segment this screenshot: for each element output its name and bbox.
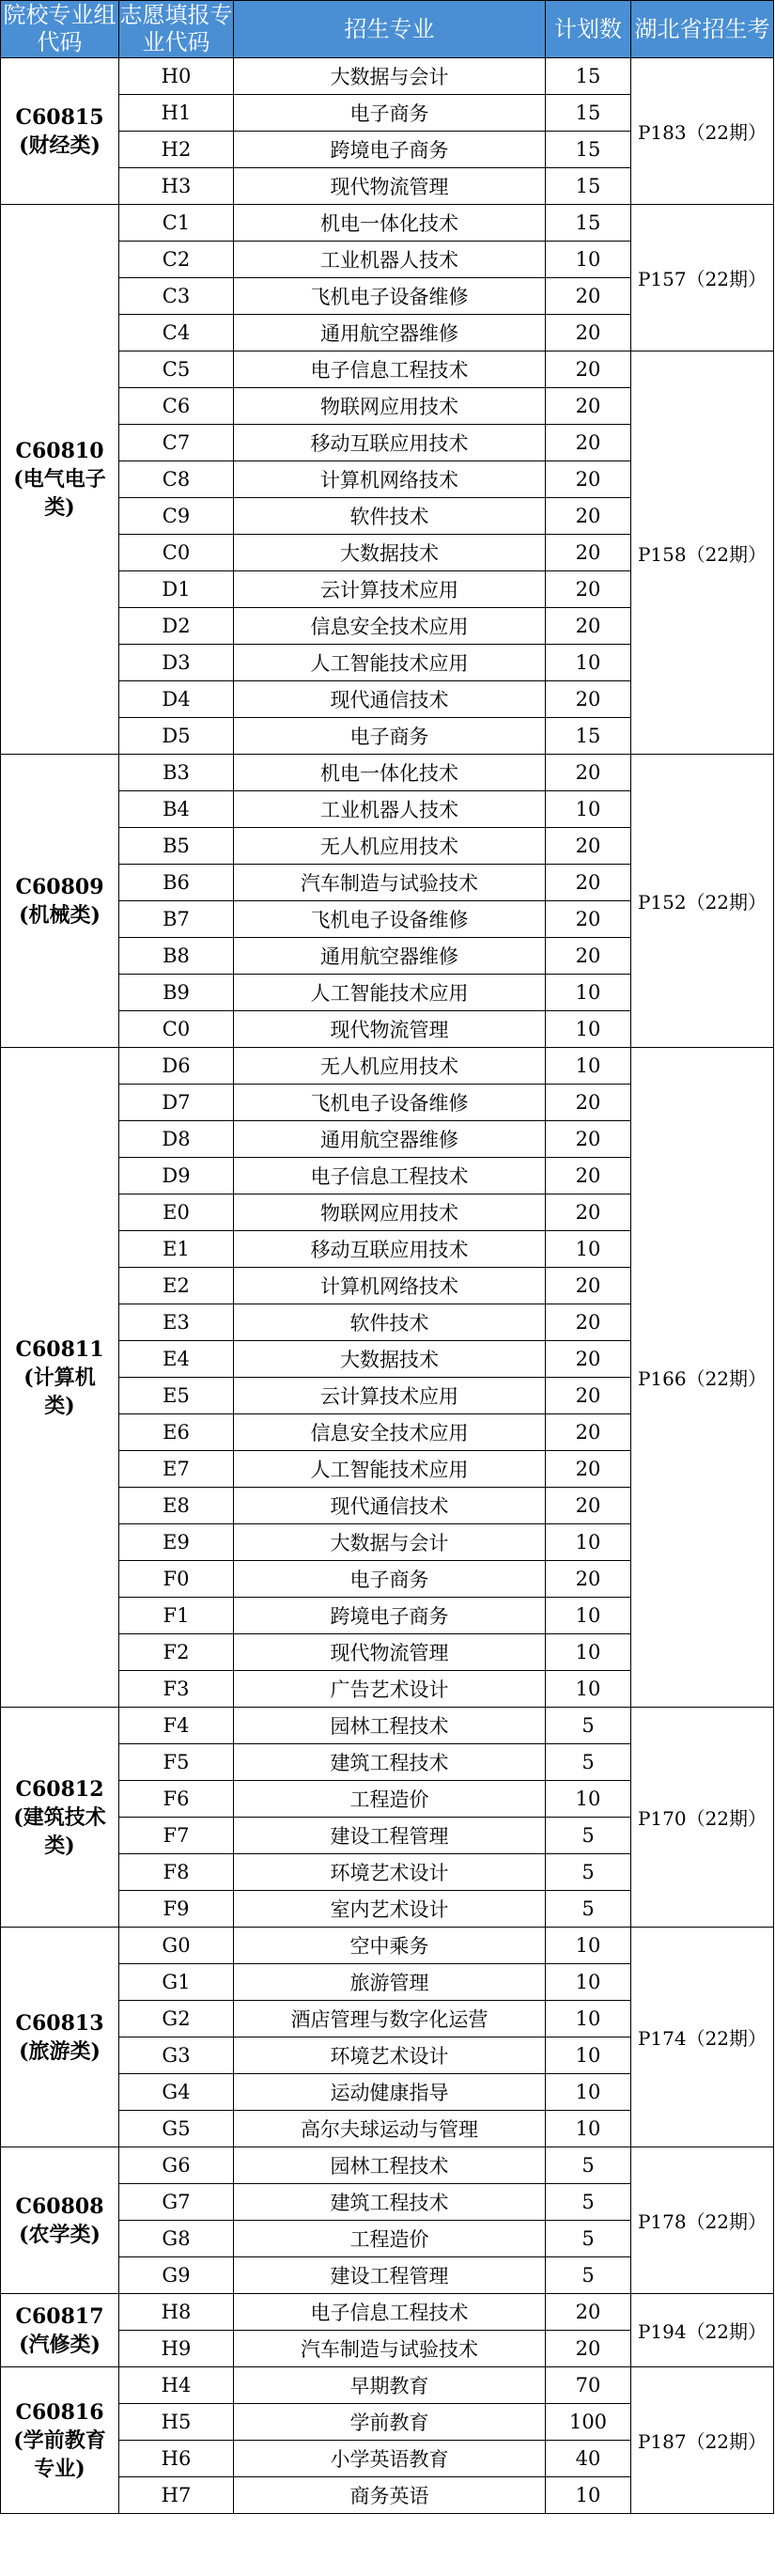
- major-cell: 广告艺术设计: [234, 1671, 546, 1708]
- header-plan: 计划数: [546, 1, 631, 58]
- plan-cell: 10: [546, 1011, 631, 1048]
- choice-code-cell: H6: [119, 2441, 234, 2477]
- major-cell: 信息安全技术应用: [234, 1414, 546, 1451]
- major-cell: 通用航空器维修: [234, 315, 546, 351]
- group-code-cell: C60817 (汽修类): [1, 2294, 119, 2367]
- major-cell: 物联网应用技术: [234, 1194, 546, 1231]
- choice-code-cell: E6: [119, 1414, 234, 1451]
- plan-cell: 20: [546, 1451, 631, 1488]
- major-cell: 建设工程管理: [234, 1818, 546, 1854]
- choice-code-cell: B6: [119, 865, 234, 901]
- choice-code-cell: H5: [119, 2404, 234, 2441]
- major-cell: 跨境电子商务: [234, 132, 546, 168]
- major-cell: 大数据与会计: [234, 1524, 546, 1561]
- plan-cell: 20: [546, 351, 631, 388]
- plan-cell: 5: [546, 1818, 631, 1854]
- major-cell: 工程造价: [234, 1781, 546, 1818]
- table-row: [1, 2294, 774, 2331]
- choice-code-cell: H1: [119, 95, 234, 132]
- major-cell: 机电一体化技术: [234, 755, 546, 791]
- choice-code-cell: E0: [119, 1194, 234, 1231]
- choice-code-cell: E4: [119, 1341, 234, 1378]
- guide-page-cell: P152（22期）: [631, 755, 774, 1048]
- group-code-cell: C60808 (农学类): [1, 2147, 119, 2294]
- choice-code-cell: F6: [119, 1781, 234, 1818]
- major-cell: 现代物流管理: [234, 168, 546, 205]
- major-cell: 商务英语: [234, 2477, 546, 2514]
- plan-cell: 20: [546, 1268, 631, 1304]
- table-row: [1, 205, 774, 242]
- major-cell: 运动健康指导: [234, 2074, 546, 2111]
- plan-cell: 10: [546, 1634, 631, 1671]
- group-code-cell: C60810 (电气电子 类): [1, 205, 119, 755]
- plan-cell: 20: [546, 2294, 631, 2331]
- choice-code-cell: H8: [119, 2294, 234, 2331]
- table-row: [1, 2367, 774, 2404]
- plan-cell: 10: [546, 242, 631, 278]
- plan-cell: 10: [546, 791, 631, 828]
- choice-code-cell: C0: [119, 535, 234, 571]
- plan-cell: 20: [546, 1561, 631, 1598]
- choice-code-cell: B5: [119, 828, 234, 865]
- group-code-cell: C60816 (学前教育 专业): [1, 2367, 119, 2514]
- plan-cell: 5: [546, 2257, 631, 2294]
- plan-cell: 15: [546, 58, 631, 95]
- choice-code-cell: G8: [119, 2221, 234, 2257]
- major-cell: 空中乘务: [234, 1928, 546, 1964]
- choice-code-cell: C5: [119, 351, 234, 388]
- plan-cell: 10: [546, 1928, 631, 1964]
- guide-page-cell: P157（22期）: [631, 205, 774, 351]
- choice-code-cell: C0: [119, 1011, 234, 1048]
- plan-cell: 20: [546, 828, 631, 865]
- major-cell: 现代通信技术: [234, 681, 546, 718]
- major-cell: 移动互联应用技术: [234, 1231, 546, 1268]
- plan-cell: 15: [546, 205, 631, 242]
- choice-code-cell: E3: [119, 1304, 234, 1341]
- choice-code-cell: H9: [119, 2331, 234, 2367]
- plan-cell: 20: [546, 571, 631, 608]
- major-cell: 机电一体化技术: [234, 205, 546, 242]
- choice-code-cell: H3: [119, 168, 234, 205]
- major-cell: 电子信息工程技术: [234, 2294, 546, 2331]
- major-cell: 电子商务: [234, 95, 546, 132]
- plan-cell: 5: [546, 2221, 631, 2257]
- plan-cell: 40: [546, 2441, 631, 2477]
- choice-code-cell: B9: [119, 975, 234, 1011]
- plan-cell: 5: [546, 2184, 631, 2221]
- choice-code-cell: F1: [119, 1598, 234, 1634]
- major-cell: 电子信息工程技术: [234, 351, 546, 388]
- major-cell: 电子商务: [234, 1561, 546, 1598]
- major-cell: 计算机网络技术: [234, 461, 546, 498]
- choice-code-cell: G2: [119, 2001, 234, 2037]
- choice-code-cell: G4: [119, 2074, 234, 2111]
- major-cell: 汽车制造与试验技术: [234, 865, 546, 901]
- choice-code-cell: C4: [119, 315, 234, 351]
- group-code-cell: C60811 (计算机 类): [1, 1048, 119, 1708]
- choice-code-cell: F2: [119, 1634, 234, 1671]
- choice-code-cell: G5: [119, 2111, 234, 2147]
- choice-code-cell: F4: [119, 1708, 234, 1744]
- major-cell: 通用航空器维修: [234, 938, 546, 975]
- choice-code-cell: D5: [119, 718, 234, 755]
- plan-cell: 20: [546, 278, 631, 315]
- major-cell: 物联网应用技术: [234, 388, 546, 425]
- plan-cell: 10: [546, 1781, 631, 1818]
- plan-cell: 20: [546, 425, 631, 461]
- plan-cell: 20: [546, 755, 631, 791]
- choice-code-cell: C9: [119, 498, 234, 535]
- major-cell: 云计算技术应用: [234, 1378, 546, 1414]
- major-cell: 软件技术: [234, 1304, 546, 1341]
- choice-code-cell: H7: [119, 2477, 234, 2514]
- major-cell: 工业机器人技术: [234, 791, 546, 828]
- plan-cell: 20: [546, 2331, 631, 2367]
- major-cell: 早期教育: [234, 2367, 546, 2404]
- table-row: [1, 58, 774, 95]
- plan-cell: 10: [546, 1598, 631, 1634]
- major-cell: 电子商务: [234, 718, 546, 755]
- group-code-cell: C60815 (财经类): [1, 58, 119, 205]
- choice-code-cell: F3: [119, 1671, 234, 1708]
- plan-cell: 10: [546, 2037, 631, 2074]
- choice-code-cell: D4: [119, 681, 234, 718]
- major-cell: 汽车制造与试验技术: [234, 2331, 546, 2367]
- guide-page-cell: P194（22期）: [631, 2294, 774, 2367]
- table-row: [1, 755, 774, 791]
- plan-cell: 10: [546, 1524, 631, 1561]
- choice-code-cell: E2: [119, 1268, 234, 1304]
- choice-code-cell: H0: [119, 58, 234, 95]
- choice-code-cell: G0: [119, 1928, 234, 1964]
- plan-cell: 10: [546, 1671, 631, 1708]
- plan-cell: 10: [546, 1964, 631, 2001]
- major-cell: 信息安全技术应用: [234, 608, 546, 645]
- plan-cell: 20: [546, 1194, 631, 1231]
- major-cell: 飞机电子设备维修: [234, 1085, 546, 1121]
- plan-cell: 15: [546, 95, 631, 132]
- major-cell: 软件技术: [234, 498, 546, 535]
- choice-code-cell: D1: [119, 571, 234, 608]
- major-cell: 现代通信技术: [234, 1488, 546, 1524]
- choice-code-cell: C1: [119, 205, 234, 242]
- plan-cell: 5: [546, 1744, 631, 1781]
- major-cell: 大数据技术: [234, 1341, 546, 1378]
- major-cell: 学前教育: [234, 2404, 546, 2441]
- choice-code-cell: C6: [119, 388, 234, 425]
- plan-cell: 20: [546, 1304, 631, 1341]
- major-cell: 飞机电子设备维修: [234, 901, 546, 938]
- plan-cell: 70: [546, 2367, 631, 2404]
- choice-code-cell: D7: [119, 1085, 234, 1121]
- choice-code-cell: G7: [119, 2184, 234, 2221]
- major-cell: 大数据与会计: [234, 58, 546, 95]
- major-cell: 园林工程技术: [234, 1708, 546, 1744]
- plan-cell: 20: [546, 315, 631, 351]
- plan-cell: 20: [546, 1085, 631, 1121]
- plan-cell: 20: [546, 388, 631, 425]
- major-cell: 电子信息工程技术: [234, 1158, 546, 1194]
- plan-cell: 100: [546, 2404, 631, 2441]
- guide-page-cell: P166（22期）: [631, 1048, 774, 1708]
- plan-cell: 20: [546, 461, 631, 498]
- plan-cell: 20: [546, 1121, 631, 1158]
- choice-code-cell: E7: [119, 1451, 234, 1488]
- plan-cell: 20: [546, 1378, 631, 1414]
- header-row: [1, 1, 774, 58]
- guide-page-cell: P183（22期）: [631, 58, 774, 205]
- major-cell: 环境艺术设计: [234, 2037, 546, 2074]
- major-cell: 工业机器人技术: [234, 242, 546, 278]
- choice-code-cell: G3: [119, 2037, 234, 2074]
- major-cell: 工程造价: [234, 2221, 546, 2257]
- plan-cell: 20: [546, 1414, 631, 1451]
- table-row: [1, 1708, 774, 1744]
- major-cell: 跨境电子商务: [234, 1598, 546, 1634]
- choice-code-cell: B3: [119, 755, 234, 791]
- choice-code-cell: E8: [119, 1488, 234, 1524]
- plan-cell: 15: [546, 718, 631, 755]
- plan-cell: 5: [546, 2147, 631, 2184]
- group-code-cell: C60813 (旅游类): [1, 1928, 119, 2147]
- major-cell: 人工智能技术应用: [234, 645, 546, 681]
- choice-code-cell: E9: [119, 1524, 234, 1561]
- choice-code-cell: C8: [119, 461, 234, 498]
- header-choice-code: 志愿填报专业代码: [119, 1, 234, 58]
- major-cell: 无人机应用技术: [234, 1048, 546, 1085]
- plan-cell: 20: [546, 498, 631, 535]
- guide-page-cell: P158（22期）: [631, 351, 774, 755]
- plan-cell: 20: [546, 901, 631, 938]
- major-cell: 建筑工程技术: [234, 2184, 546, 2221]
- major-cell: 人工智能技术应用: [234, 1451, 546, 1488]
- major-cell: 旅游管理: [234, 1964, 546, 2001]
- major-cell: 现代物流管理: [234, 1634, 546, 1671]
- choice-code-cell: H2: [119, 132, 234, 168]
- major-cell: 人工智能技术应用: [234, 975, 546, 1011]
- guide-page-cell: P170（22期）: [631, 1708, 774, 1928]
- choice-code-cell: C2: [119, 242, 234, 278]
- plan-cell: 20: [546, 865, 631, 901]
- plan-cell: 15: [546, 132, 631, 168]
- major-cell: 高尔夫球运动与管理: [234, 2111, 546, 2147]
- plan-cell: 20: [546, 535, 631, 571]
- major-cell: 云计算技术应用: [234, 571, 546, 608]
- choice-code-cell: B4: [119, 791, 234, 828]
- group-code-cell: C60809 (机械类): [1, 755, 119, 1048]
- choice-code-cell: C3: [119, 278, 234, 315]
- guide-page-cell: P178（22期）: [631, 2147, 774, 2294]
- plan-cell: 5: [546, 1854, 631, 1891]
- major-cell: 建设工程管理: [234, 2257, 546, 2294]
- table-row: [1, 1928, 774, 1964]
- plan-cell: 15: [546, 168, 631, 205]
- choice-code-cell: F8: [119, 1854, 234, 1891]
- table-row: [1, 2147, 774, 2184]
- table-row: [1, 1048, 774, 1085]
- choice-code-cell: F7: [119, 1818, 234, 1854]
- major-cell: 飞机电子设备维修: [234, 278, 546, 315]
- plan-cell: 10: [546, 1048, 631, 1085]
- choice-code-cell: D8: [119, 1121, 234, 1158]
- plan-cell: 5: [546, 1891, 631, 1928]
- plan-cell: 10: [546, 2074, 631, 2111]
- choice-code-cell: B8: [119, 938, 234, 975]
- plan-cell: 10: [546, 1231, 631, 1268]
- choice-code-cell: D2: [119, 608, 234, 645]
- major-cell: 酒店管理与数字化运营: [234, 2001, 546, 2037]
- choice-code-cell: D6: [119, 1048, 234, 1085]
- major-cell: 无人机应用技术: [234, 828, 546, 865]
- major-cell: 园林工程技术: [234, 2147, 546, 2184]
- plan-cell: 20: [546, 1341, 631, 1378]
- major-cell: 移动互联应用技术: [234, 425, 546, 461]
- guide-page-cell: P174（22期）: [631, 1928, 774, 2147]
- group-code-cell: C60812 (建筑技术 类): [1, 1708, 119, 1928]
- plan-cell: 20: [546, 938, 631, 975]
- choice-code-cell: F9: [119, 1891, 234, 1928]
- choice-code-cell: B7: [119, 901, 234, 938]
- plan-cell: 10: [546, 2001, 631, 2037]
- plan-cell: 10: [546, 2477, 631, 2514]
- plan-cell: 20: [546, 1158, 631, 1194]
- major-cell: 计算机网络技术: [234, 1268, 546, 1304]
- major-cell: 环境艺术设计: [234, 1854, 546, 1891]
- major-cell: 建筑工程技术: [234, 1744, 546, 1781]
- major-cell: 通用航空器维修: [234, 1121, 546, 1158]
- choice-code-cell: D9: [119, 1158, 234, 1194]
- plan-cell: 10: [546, 645, 631, 681]
- major-cell: 室内艺术设计: [234, 1891, 546, 1928]
- choice-code-cell: G9: [119, 2257, 234, 2294]
- choice-code-cell: F0: [119, 1561, 234, 1598]
- guide-page-cell: P187（22期）: [631, 2367, 774, 2514]
- major-cell: 小学英语教育: [234, 2441, 546, 2477]
- header-group-code: 院校专业组代码: [1, 1, 119, 58]
- choice-code-cell: F5: [119, 1744, 234, 1781]
- table-body: [1, 58, 774, 2514]
- choice-code-cell: G1: [119, 1964, 234, 2001]
- major-cell: 大数据技术: [234, 535, 546, 571]
- major-cell: 现代物流管理: [234, 1011, 546, 1048]
- plan-cell: 20: [546, 608, 631, 645]
- plan-cell: 10: [546, 2111, 631, 2147]
- choice-code-cell: G6: [119, 2147, 234, 2184]
- plan-cell: 20: [546, 681, 631, 718]
- choice-code-cell: D3: [119, 645, 234, 681]
- choice-code-cell: C7: [119, 425, 234, 461]
- plan-cell: 20: [546, 1488, 631, 1524]
- header-hubei-guide: 湖北省招生考: [631, 1, 774, 58]
- plan-cell: 10: [546, 975, 631, 1011]
- choice-code-cell: E5: [119, 1378, 234, 1414]
- plan-cell: 5: [546, 1708, 631, 1744]
- header-major: 招生专业: [234, 1, 546, 58]
- choice-code-cell: E1: [119, 1231, 234, 1268]
- choice-code-cell: H4: [119, 2367, 234, 2404]
